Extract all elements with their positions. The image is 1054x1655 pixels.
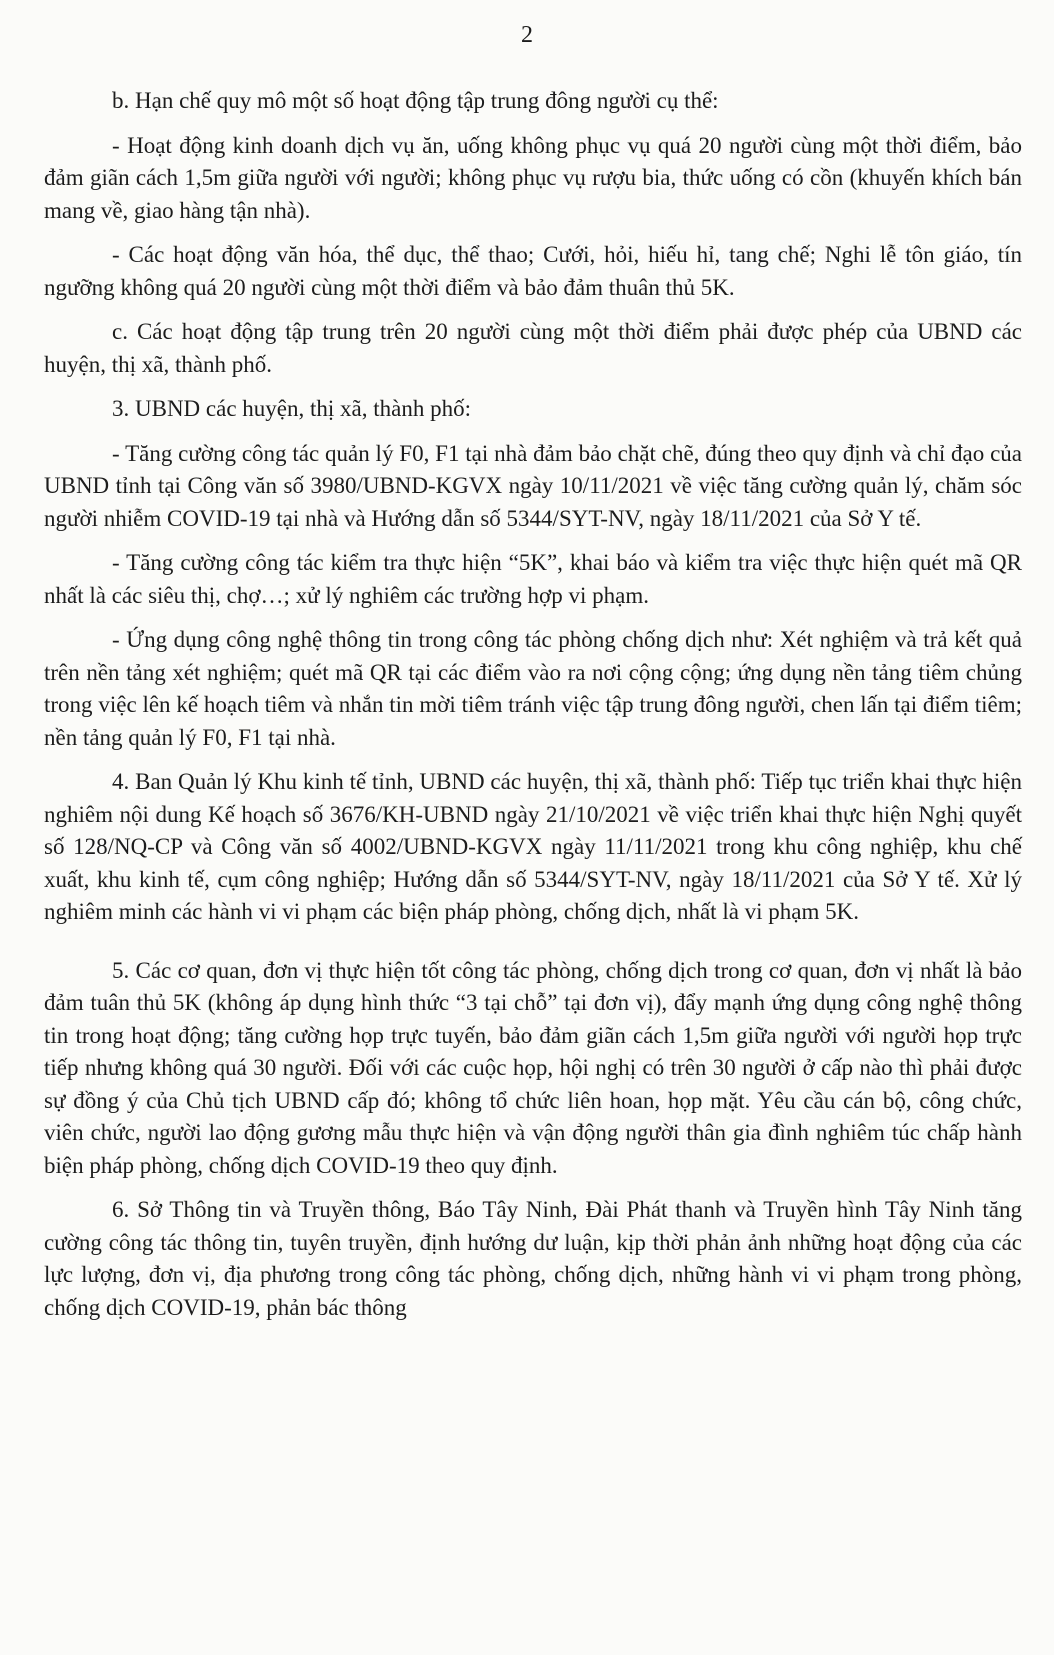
- paragraph-6-communications: 6. Sở Thông tin và Truyền thông, Báo Tây Ninh, Đài Phát thanh và Truyền hình Tây Ninh tăng cường công tác thông tin, tuyên truyền, định hướng dư luận, kịp thời phản ảnh những hoạt động của các lực lượng, đơn vị, địa phương trong công tác phòng, chống dịch, những hành vi vi phạm trong phòng, chống dịch COVID-19, phản bác thông: [44, 1197, 1022, 1320]
- page-number: 2: [521, 22, 533, 48]
- paragraph-5k-inspection: - Tăng cường công tác kiểm tra thực hiện “5K”, khai báo và kiểm tra việc thực hiện quét mã QR nhất là các siêu thị, chợ…; xử lý nghiêm các trường hợp vi phạm.: [44, 550, 1022, 608]
- document-body: [44, 85, 1022, 1336]
- paragraph-5-agencies: 5. Các cơ quan, đơn vị thực hiện tốt công tác phòng, chống dịch trong cơ quan, đơn vị nhất là bảo đảm tuân thủ 5K (không áp dụng hình thức “3 tại chỗ” tại đơn vị), đẩy mạnh ứng dụng công nghệ thông tin trong hoạt động; tăng cường họp trực tuyến, bảo đảm giãn cách 1,5m giữa người với người họp trực tiếp nhưng không quá 30 người. Đối với các cuộc họp, hội nghị có trên 30 người ở cấp nào thì phải được sự đồng ý của Chủ tịch UBND cấp đó; không tổ chức liên hoan, họp mặt. Yêu cầu cán bộ, công chức, viên chức, người lao động gương mẫu thực hiện và vận động người thân gia đình nghiêm túc chấp hành biện pháp phòng, chống dịch COVID-19 theo quy định.: [44, 957, 1022, 1178]
- paragraph-c-permission: c. Các hoạt động tập trung trên 20 người cùng một thời điểm phải được phép của UBND các huyện, thị xã, thành phố.: [44, 319, 1022, 377]
- paragraph-3-heading: 3. UBND các huyện, thị xã, thành phố:: [112, 396, 471, 421]
- paragraph-cultural-activities: - Các hoạt động văn hóa, thể dục, thể thao; Cưới, hỏi, hiếu hỉ, tang chế; Nghi lễ tôn giáo, tín ngưỡng không quá 20 người cùng một thời điểm và bảo đảm thuân thủ 5K.: [44, 242, 1022, 300]
- paragraph-f0-f1-management: - Tăng cường công tác quản lý F0, F1 tại nhà đảm bảo chặt chẽ, đúng theo quy định và chỉ đạo của UBND tỉnh tại Công văn số 3980/UBND-KGVX ngày 10/11/2021 về việc tăng cường quản lý, chăm sóc người nhiễm COVID-19 tại nhà và Hướng dẫn số 5344/SYT-NV, ngày 18/11/2021 của Sở Y tế.: [44, 440, 1022, 531]
- paragraph-4-economic-zone: 4. Ban Quản lý Khu kinh tế tỉnh, UBND các huyện, thị xã, thành phố: Tiếp tục triển khai thực hiện nghiêm nội dung Kế hoạch số 3676/KH-UBND ngày 21/10/2021 về việc triển khai thực hiện Nghị quyết số 128/NQ-CP và Công văn số 4002/UBND-KGVX ngày 11/11/2021 trong khu công nghiệp, khu chế xuất, khu kinh tế, cụm công nghiệp; Hướng dẫn số 5344/SYT-NV, ngày 18/11/2021 của Sở Y tế. Xử lý nghiêm minh các hành vi vi phạm các biện pháp phòng, chống dịch, nhất là vi phạm 5K.: [44, 769, 1022, 924]
- paragraph-b-heading: b. Hạn chế quy mô một số hoạt động tập trung đông người cụ thể:: [112, 88, 719, 113]
- paragraph-food-service: - Hoạt động kinh doanh dịch vụ ăn, uống không phục vụ quá 20 người cùng một thời điểm, bảo đảm giãn cách 1,5m giữa người với người; không phục vụ rượu bia, thức uống có cồn (khuyến khích bán mang về, giao hàng tận nhà).: [44, 132, 1022, 223]
- paragraph-it-application: - Ứng dụng công nghệ thông tin trong công tác phòng chống dịch như: Xét nghiệm và trả kết quả trên nền tảng xét nghiệm; quét mã QR tại các điểm vào ra nơi cộng cộng; ứng dụng nền tảng tiêm chủng trong việc lên kế hoạch tiêm và nhắn tin mời tiêm tránh việc tập trung đông người, chen lấn tại điểm tiêm; nền tảng quản lý F0, F1 tại nhà.: [44, 627, 1022, 750]
